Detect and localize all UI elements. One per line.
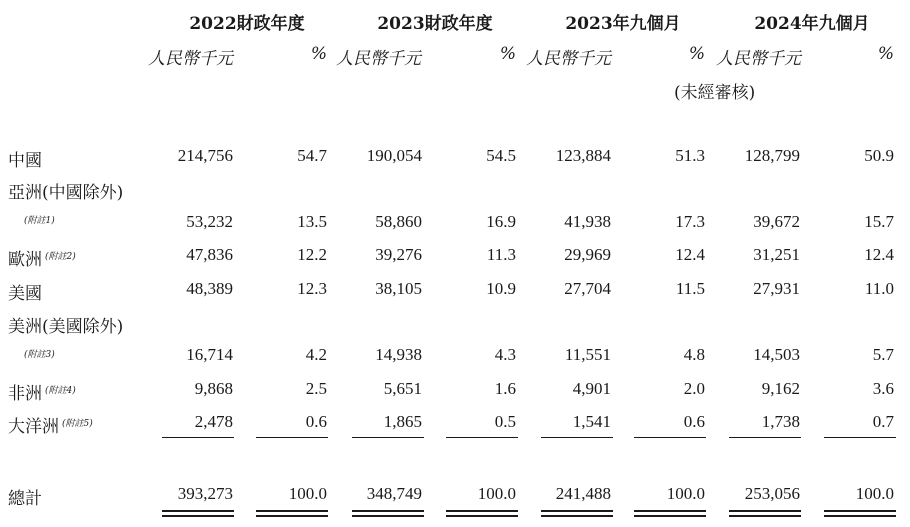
period-header-2023: 2023財政年度 [377,14,493,34]
cell-percent: 4.8 [683,345,705,364]
row-note-europe: (附註2) [45,252,76,262]
row-label-usa: 美國 [8,284,42,304]
percent-label: % [310,44,327,64]
cell-percent: 10.9 [486,279,516,298]
total-percent: 100.0 [855,484,894,503]
cell-percent: 11.0 [864,279,894,298]
row-note-asia: (附註1) [24,216,55,226]
cell-percent: 4.2 [305,345,327,364]
period-header-2024-9m: 2024年九個月 [754,14,870,34]
cell-amount: 128,799 [744,146,800,165]
cell-percent: 17.3 [675,212,705,231]
total-double-rule [634,510,706,517]
total-percent: 100.0 [477,484,516,503]
cell-percent: 3.6 [872,379,894,398]
cell-percent: 0.6 [683,412,705,431]
cell-percent: 11.5 [675,279,705,298]
row-label-europe: 歐洲 [8,250,42,270]
subtotal-rule [541,437,613,438]
cell-percent: 50.9 [864,146,894,165]
cell-percent: 5.7 [872,345,894,364]
cell-amount: 1,541 [572,412,611,431]
cell-percent: 1.6 [494,379,516,398]
cell-amount: 27,704 [564,279,611,298]
row-label-total: 總計 [8,489,42,509]
cell-amount: 2,478 [194,412,233,431]
percent-label: % [499,44,516,64]
total-double-rule [446,510,518,517]
cell-amount: 39,672 [753,212,800,231]
percent-label: % [688,44,705,64]
row-note-africa: (附註4) [45,386,76,396]
cell-percent: 12.2 [297,245,327,264]
row-label-china: 中國 [8,151,42,171]
cell-amount: 11,551 [564,345,611,364]
subtotal-rule [824,437,896,438]
cell-percent: 0.5 [494,412,516,431]
unit-label: 人民幣千元 [526,49,611,69]
cell-amount: 190,054 [366,146,422,165]
unit-label: 人民幣千元 [336,49,421,69]
cell-amount: 16,714 [186,345,233,364]
cell-amount: 39,276 [375,245,422,264]
total-double-rule [729,510,801,517]
cell-amount: 5,651 [383,379,422,398]
cell-amount: 1,865 [383,412,422,431]
cell-amount: 41,938 [564,212,611,231]
cell-percent: 16.9 [486,212,516,231]
cell-amount: 123,884 [555,146,611,165]
row-note-oceania: (附註5) [62,419,93,429]
subtotal-rule [446,437,518,438]
percent-label: % [877,44,894,64]
cell-percent: 54.5 [486,146,516,165]
row-label-americas: 美洲(美國除外) [8,317,124,337]
subtotal-rule [352,437,424,438]
subtotal-rule [256,437,328,438]
row-label-oceania: 大洋洲 [8,417,59,437]
total-amount: 241,488 [555,484,611,503]
cell-percent: 13.5 [297,212,327,231]
cell-percent: 12.3 [297,279,327,298]
total-percent: 100.0 [288,484,327,503]
cell-amount: 38,105 [375,279,422,298]
cell-percent: 2.0 [683,379,705,398]
cell-amount: 9,868 [194,379,233,398]
period-header-2023-9m: 2023年九個月 [565,14,681,34]
total-amount: 348,749 [366,484,422,503]
total-percent: 100.0 [666,484,705,503]
row-label-africa: 非洲 [8,384,42,404]
cell-amount: 58,860 [375,212,422,231]
cell-amount: 48,389 [186,279,233,298]
total-amount: 253,056 [744,484,800,503]
cell-amount: 53,232 [186,212,233,231]
cell-amount: 27,931 [753,279,800,298]
unaudited-note: (未經審核) [674,83,756,103]
cell-amount: 14,503 [753,345,800,364]
unit-label: 人民幣千元 [148,49,233,69]
subtotal-rule [729,437,801,438]
row-label-asia: 亞洲(中國除外) [8,183,124,203]
subtotal-rule [162,437,234,438]
cell-amount: 47,836 [186,245,233,264]
unit-label: 人民幣千元 [716,49,801,69]
total-double-rule [541,510,613,517]
total-amount: 393,273 [177,484,233,503]
cell-amount: 29,969 [564,245,611,264]
cell-percent: 2.5 [305,379,327,398]
period-header-2022: 2022財政年度 [189,14,305,34]
total-double-rule [256,510,328,517]
cell-amount: 4,901 [572,379,611,398]
cell-amount: 1,738 [761,412,800,431]
cell-percent: 15.7 [864,212,894,231]
subtotal-rule [634,437,706,438]
cell-amount: 9,162 [761,379,800,398]
cell-percent: 0.7 [872,412,894,431]
cell-percent: 12.4 [864,245,894,264]
total-double-rule [824,510,896,517]
cell-percent: 11.3 [486,245,516,264]
total-double-rule [162,510,234,517]
cell-amount: 31,251 [753,245,800,264]
cell-percent: 54.7 [297,146,327,165]
cell-percent: 4.3 [494,345,516,364]
cell-percent: 12.4 [675,245,705,264]
cell-amount: 214,756 [177,146,233,165]
row-note-americas: (附註3) [24,350,55,360]
cell-percent: 0.6 [305,412,327,431]
cell-percent: 51.3 [675,146,705,165]
total-double-rule [352,510,424,517]
cell-amount: 14,938 [375,345,422,364]
